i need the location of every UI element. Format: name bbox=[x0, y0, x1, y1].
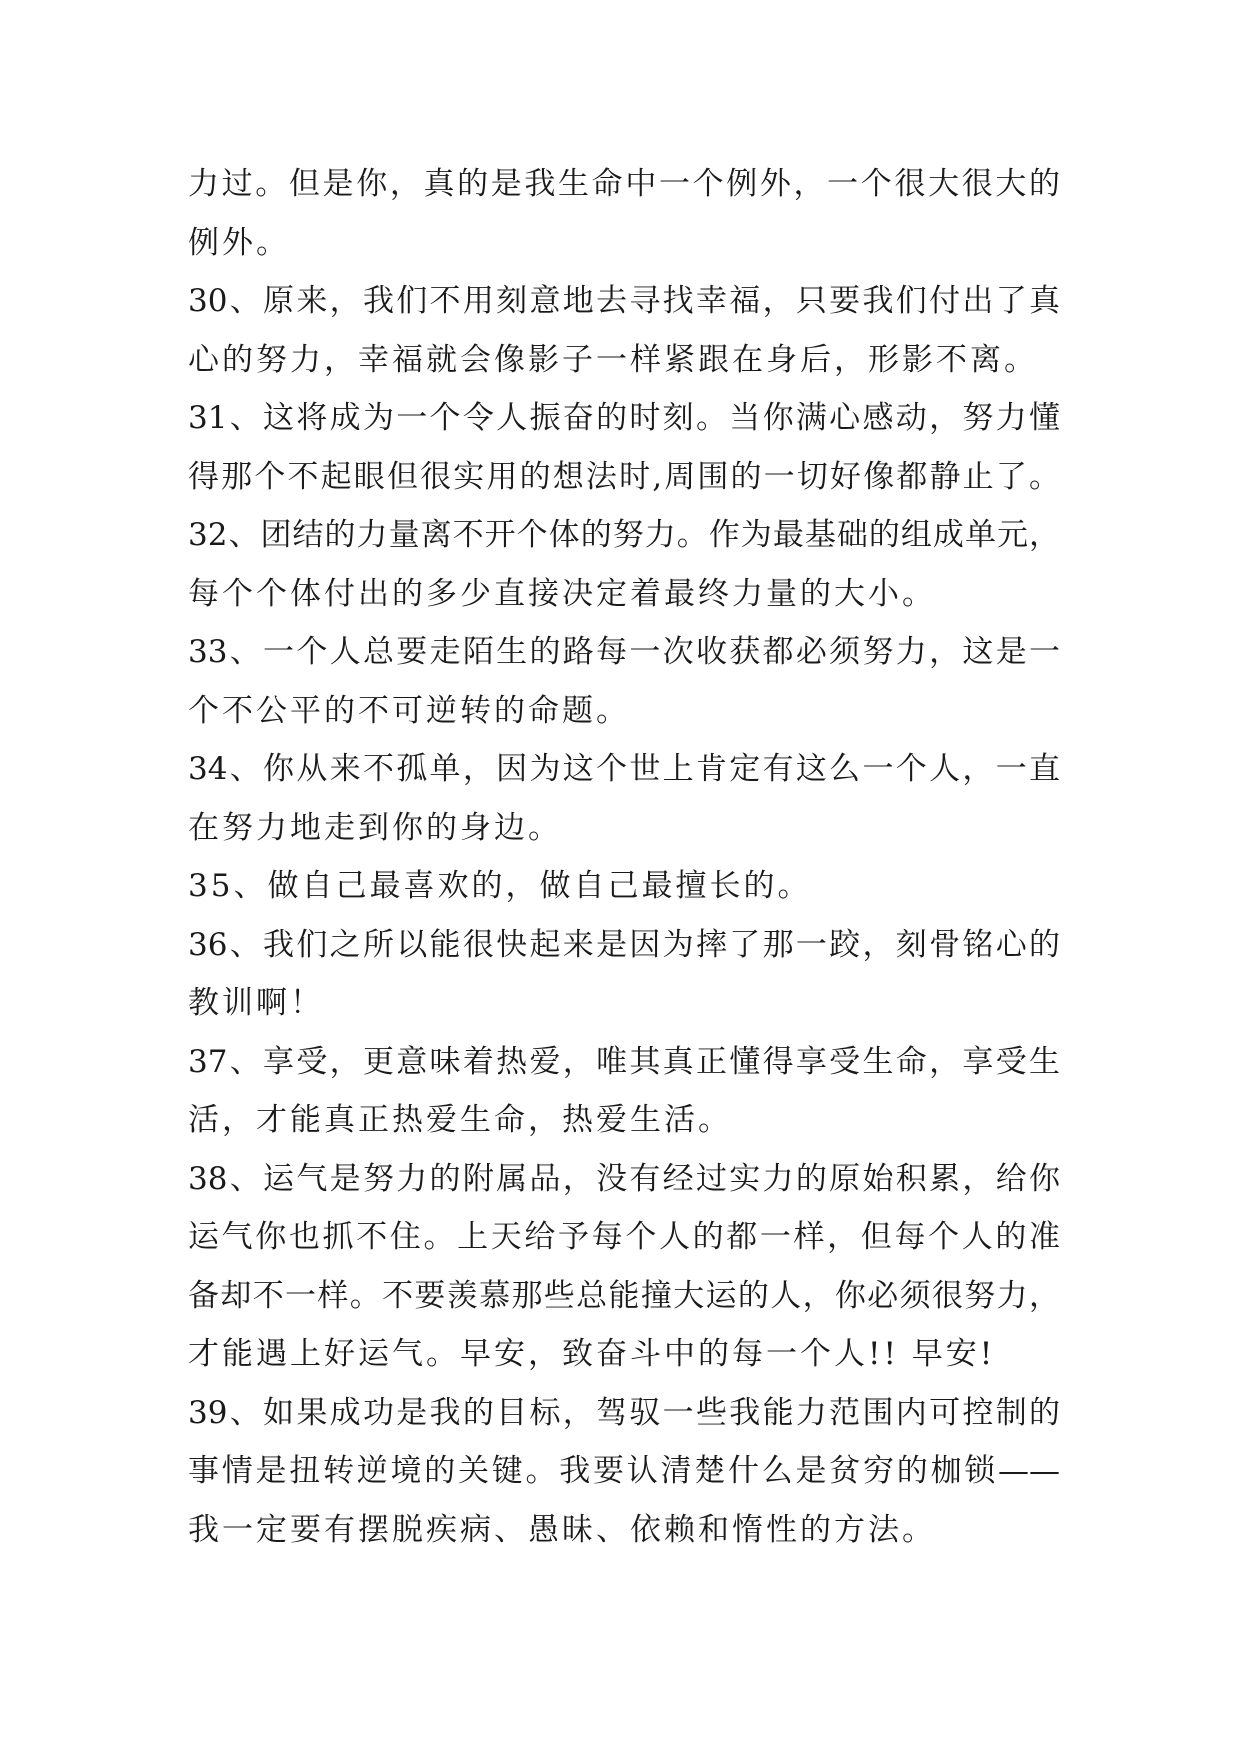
text-line: 每个个体付出的多少直接决定着最终力量的大小。 bbox=[188, 575, 936, 612]
text-line: 34、你从来不孤单，因为这个世上肯定有这么一个人，一直 bbox=[188, 751, 1060, 787]
text-line: 才能遇上好运气。早安，致奋斗中的每一个人!! 早安! bbox=[188, 1336, 996, 1372]
text-line: 教训啊！ bbox=[188, 985, 324, 1021]
text-line: 32、团结的力量离不开个体的努力。作为最基础的组成单元， bbox=[188, 517, 1060, 553]
text-line: 例外。 bbox=[188, 224, 290, 261]
text-line: 38、运气是努力的附属品，没有经过实力的原始积累，给你 bbox=[188, 1160, 1060, 1197]
text-line: 31、这将成为一个令人振奋的时刻。当你满心感动，努力懂 bbox=[188, 400, 1060, 436]
text-line: 37、享受，更意味着热爱，唯其真正懂得享受生命，享受生 bbox=[188, 1043, 1060, 1080]
text-line: 35、做自己最喜欢的，做自己最擅长的。 bbox=[188, 868, 812, 904]
text-line: 力过。但是你，真的是我生命中一个例外，一个很大很大的 bbox=[188, 166, 1060, 202]
text-line: 33、一个人总要走陌生的路每一次收获都必须努力，这是一 bbox=[188, 634, 1060, 670]
document-body bbox=[188, 155, 1060, 1559]
text-line: 39、如果成功是我的目标，驾驭一些我能力范围内可控制的 bbox=[188, 1394, 1060, 1431]
text-line: 活，才能真正热爱生命，热爱生活。 bbox=[188, 1102, 732, 1138]
text-line: 个不公平的不可逆转的命题。 bbox=[188, 692, 630, 729]
text-line: 得那个不起眼但很实用的想法时,周围的一切好像都静止了。 bbox=[188, 458, 1060, 495]
text-line: 运气你也抓不住。上天给予每个人的都一样，但每个人的准 bbox=[188, 1219, 1060, 1255]
text-line: 30、原来，我们不用刻意地去寻找幸福，只要我们付出了真 bbox=[188, 283, 1060, 319]
text-line: 在努力地走到你的身边。 bbox=[188, 809, 562, 846]
text-line: 事情是扭转逆境的关键。我要认清楚什么是贫穷的枷锁—— bbox=[188, 1453, 1060, 1489]
text-line: 心的努力，幸福就会像影子一样紧跟在身后，形影不离。 bbox=[188, 341, 1038, 378]
text-line: 备却不一样。不要羡慕那些总能撞大运的人，你必须很努力， bbox=[188, 1277, 1060, 1314]
text-line: 我一定要有摆脱疾病、愚昧、依赖和惰性的方法。 bbox=[188, 1511, 936, 1548]
text-line: 36、我们之所以能很快起来是因为摔了那一跤，刻骨铭心的 bbox=[188, 926, 1060, 963]
